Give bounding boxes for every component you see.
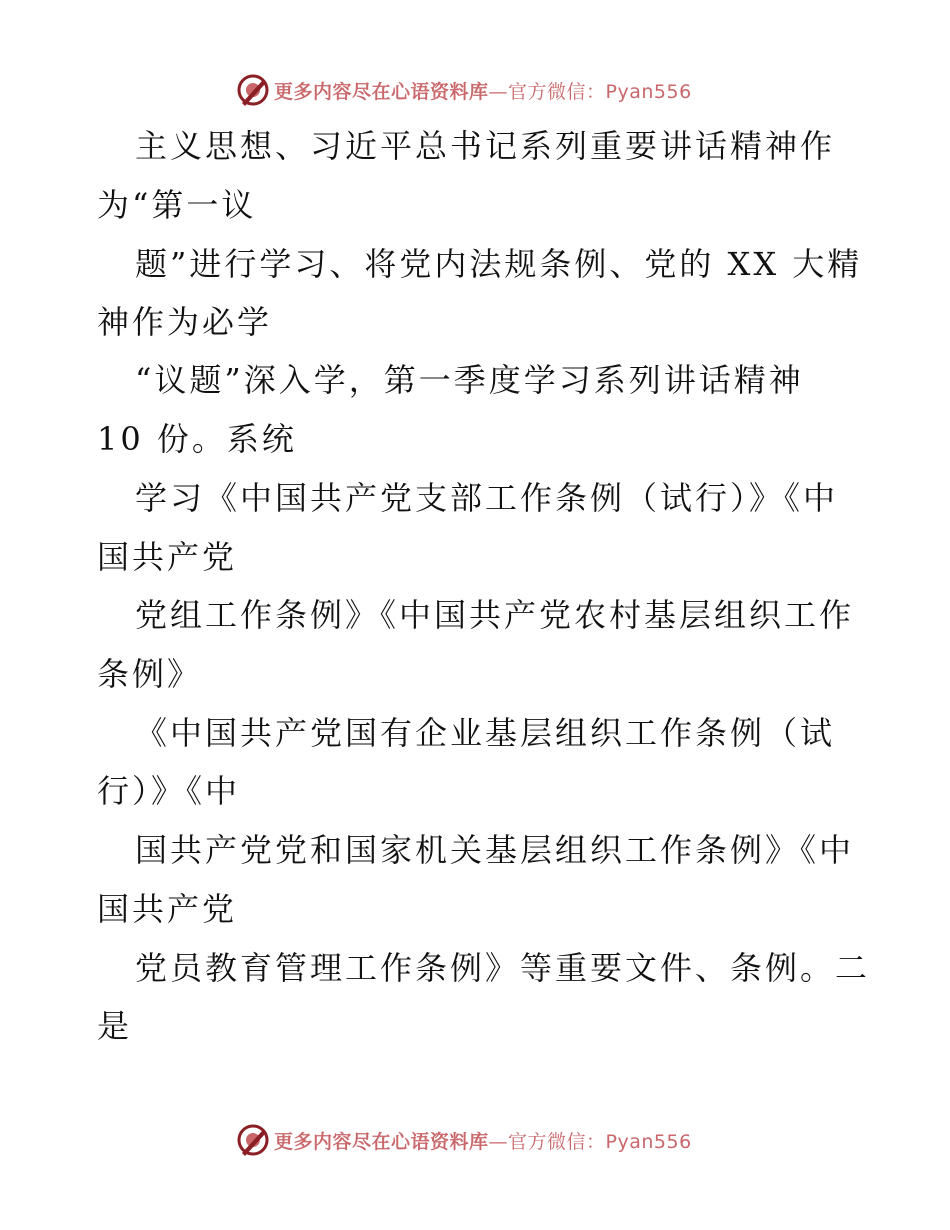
body-line: 《中国共产党国有企业基层组织工作条例（试 [135,714,836,752]
body-line: 国共产党 [97,538,238,576]
header-banner [236,72,716,108]
body-line: 党员教育管理工作条例》等重要文件、条例。二 [135,949,871,987]
banner-brand: 更多内容尽在心语资料库 [274,80,489,103]
banner-wechat-id: Pyan556 [605,1130,692,1153]
body-line: 神作为必学 [97,303,273,341]
banner-wechat-label: 官方微信： [508,80,606,103]
banner-wechat-label: 官方微信： [508,1130,606,1153]
banner-separator: — [488,1130,509,1153]
body-line: “议题”深入学，第一季度学习系列讲话精神 [135,361,804,399]
banner-wechat-id: Pyan556 [605,80,692,103]
footer-banner [236,1122,716,1158]
body-line: 国共产党党和国家机关基层组织工作条例》《中 [135,831,855,869]
body-line: 10 份。系统 [97,420,297,458]
body-line: 行）》《中 [97,772,241,810]
logo-icon [236,73,270,107]
body-line: 为“第一议 [97,186,257,224]
banner-text [274,1127,692,1154]
body-line: 条例》 [97,655,203,693]
banner-text [274,77,692,104]
body-line: 学习《中国共产党支部工作条例（试行）》《中 [135,479,839,517]
banner-separator: — [488,80,509,103]
body-line: 国共产党 [97,890,238,928]
body-line: 题”进行学习、将党内法规条例、党的 XX 大精 [135,245,863,283]
logo-icon [236,1123,270,1157]
body-line: 是 [97,1007,133,1045]
body-line: 党组工作条例》《中国共产党农村基层组织工作 [135,596,855,634]
body-line: 主义思想、习近平总书记系列重要讲话精神作 [135,127,836,165]
banner-brand: 更多内容尽在心语资料库 [274,1130,489,1153]
